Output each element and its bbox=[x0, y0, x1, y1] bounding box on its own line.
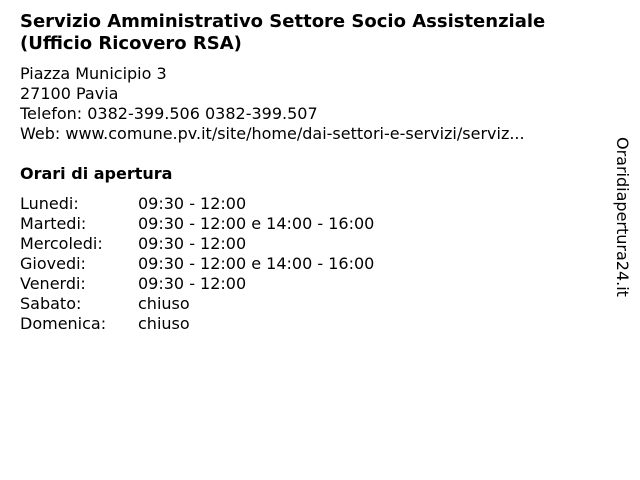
day-hours: 09:30 - 12:00 e 14:00 - 16:00 bbox=[138, 214, 375, 233]
day-label: Giovedi: bbox=[20, 254, 86, 273]
web-label: Web: bbox=[20, 124, 61, 143]
phone-line bbox=[20, 104, 600, 124]
web-link[interactable]: www.comune.pv.it/site/home/dai-settori-e-servizi/serviz... bbox=[65, 124, 525, 143]
hours-row-domenica bbox=[20, 314, 374, 334]
hours-row-mercoledi bbox=[20, 234, 374, 254]
day-label: Sabato: bbox=[20, 294, 82, 313]
day-label: Domenica: bbox=[20, 314, 107, 333]
page-title bbox=[20, 11, 620, 55]
day-label: Venerdi: bbox=[20, 274, 86, 293]
hours-row-martedi bbox=[20, 214, 374, 234]
day-hours: chiuso bbox=[138, 314, 190, 333]
street-address: Piazza Municipio 3 bbox=[20, 64, 167, 83]
day-label: Mercoledi: bbox=[20, 234, 103, 253]
phone-label: Telefon: bbox=[20, 104, 83, 123]
city-address: 27100 Pavia bbox=[20, 84, 119, 103]
title-line-1: Servizio Amministrativo Settore Socio Assistenziale bbox=[20, 11, 546, 32]
site-watermark: Oraridiapertura24.it bbox=[613, 137, 632, 297]
opening-hours-heading: Orari di apertura bbox=[20, 164, 173, 183]
hours-row-lunedi bbox=[20, 194, 374, 214]
day-label: Martedi: bbox=[20, 214, 87, 233]
title-line-2: (Ufficio Ricovero RSA) bbox=[20, 33, 242, 54]
hours-row-sabato bbox=[20, 294, 374, 314]
day-hours: chiuso bbox=[138, 294, 190, 313]
address-block bbox=[20, 64, 600, 144]
day-hours: 09:30 - 12:00 bbox=[138, 194, 247, 213]
opening-hours-table bbox=[20, 194, 374, 334]
day-hours: 09:30 - 12:00 bbox=[138, 274, 247, 293]
hours-row-giovedi bbox=[20, 254, 374, 274]
day-label: Lunedi: bbox=[20, 194, 79, 213]
phone-numbers[interactable]: 0382-399.506 0382-399.507 bbox=[87, 104, 318, 123]
web-line bbox=[20, 124, 600, 144]
day-hours: 09:30 - 12:00 bbox=[138, 234, 247, 253]
hours-row-venerdi bbox=[20, 274, 374, 294]
day-hours: 09:30 - 12:00 e 14:00 - 16:00 bbox=[138, 254, 375, 273]
